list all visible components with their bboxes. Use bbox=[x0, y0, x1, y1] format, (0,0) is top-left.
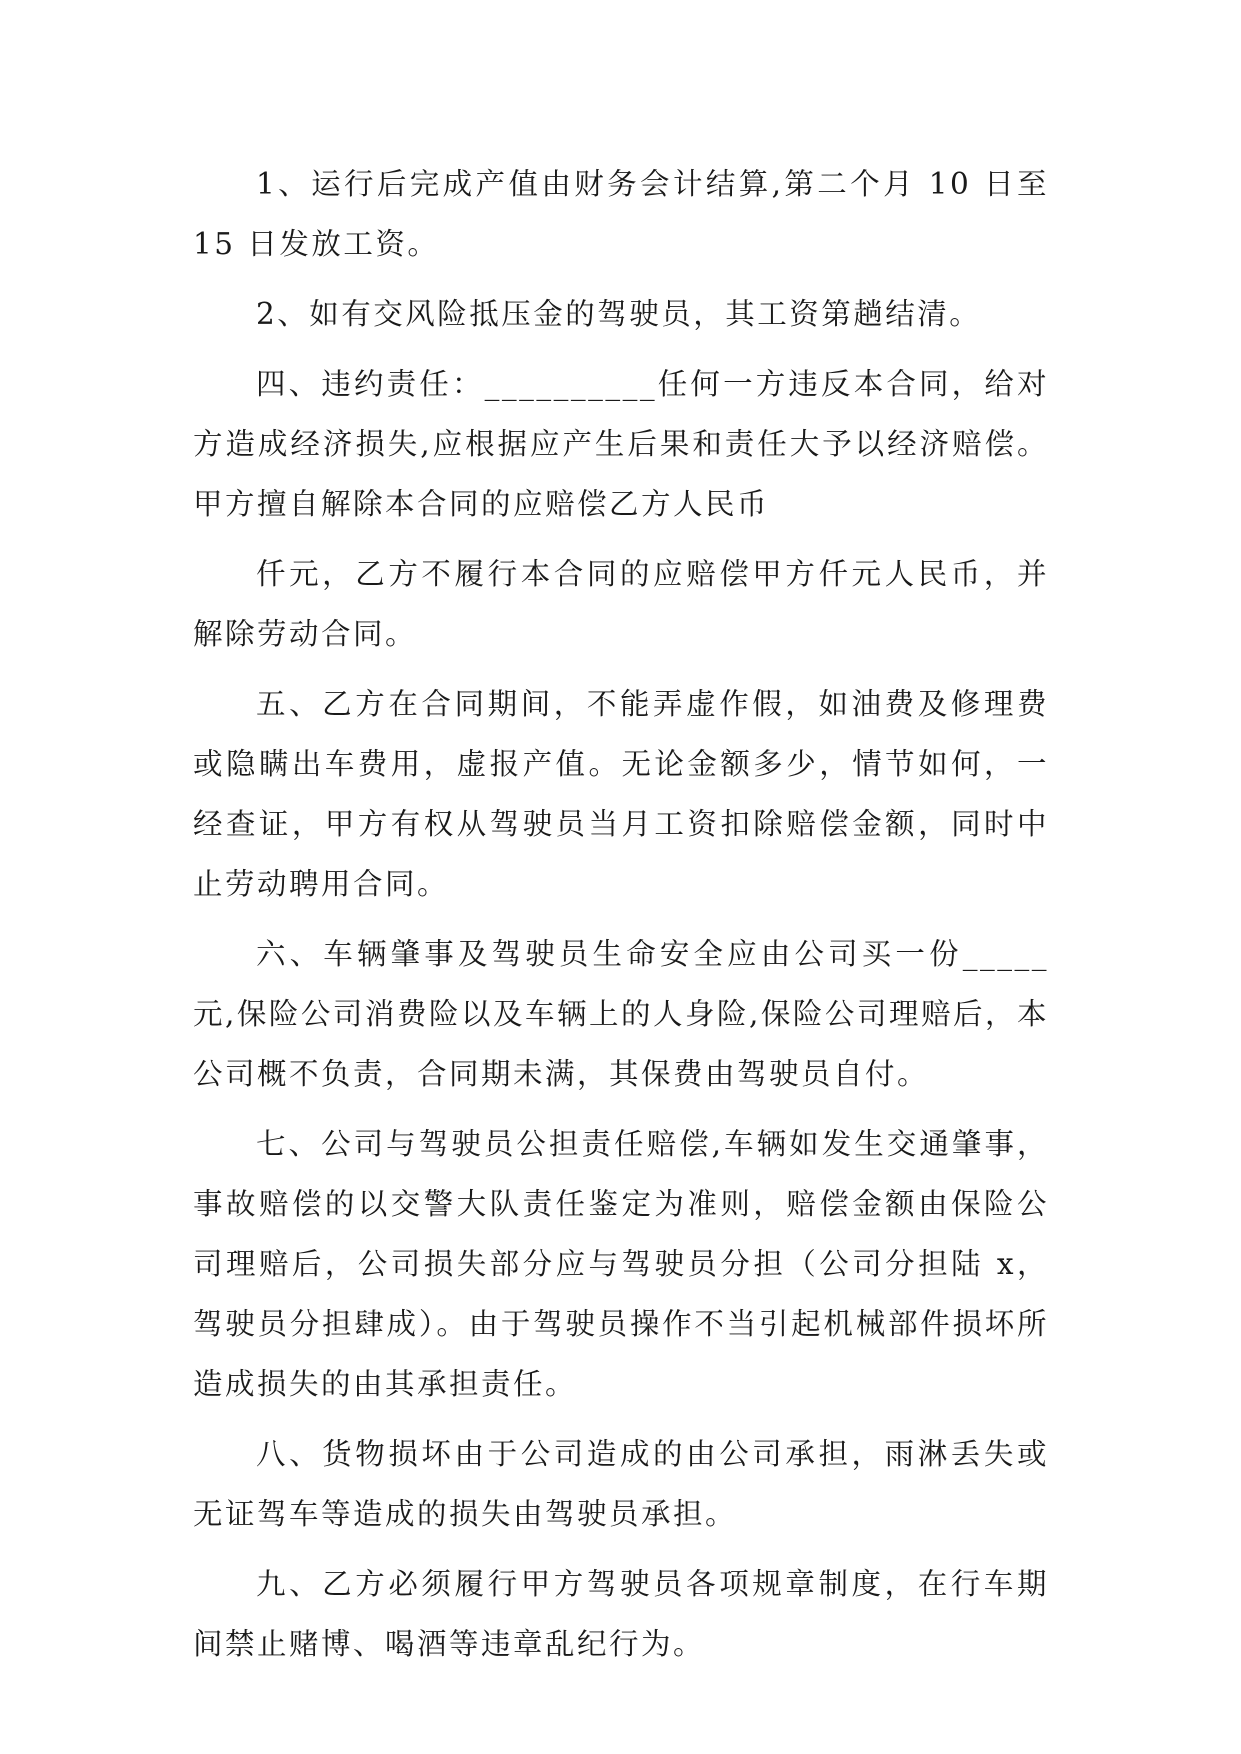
clause-cargo-damage: 八、货物损坏由于公司造成的由公司承担，雨淋丢失或无证驾车等造成的损失由驾驶员承担。 bbox=[193, 1437, 1049, 1531]
clause-no-fraud: 五、乙方在合同期间，不能弄虚作假，如油费及修理费或隐瞒出车费用，虚报产值。无论金额多少，情节如何，一经查证，甲方有权从驾驶员当月工资扣除赔偿金额，同时中止劳动聘用合同。 bbox=[193, 687, 1049, 901]
clause-payment-settlement: 1、运行后完成产值由财务会计结算,第二个月 10 日至 15 日发放工资。 bbox=[193, 167, 1061, 261]
clause-risk-deposit: 2、如有交风险抵压金的驾驶员，其工资第趟结清。 bbox=[256, 297, 982, 331]
clause-accident-liability: 七、公司与驾驶员公担责任赔偿,车辆如发生交通肇事，事故赔偿的以交警大队责任鉴定为准则，赔偿金额由保险公司理赔后，公司损失部分应与驾驶员分担（公司分担陆 x，驾驶员分担肆成）。由于驾驶员操作不当引起机械部件损坏所造成损失的由其承担责任。 bbox=[193, 1127, 1049, 1401]
document-body bbox=[193, 154, 1061, 1684]
clause-rules-compliance: 九、乙方必须履行甲方驾驶员各项规章制度，在行车期间禁止赌博、喝酒等违章乱纪行为。 bbox=[193, 1567, 1049, 1661]
clause-breach-compensation: 仟元，乙方不履行本合同的应赔偿甲方仟元人民币，并解除劳动合同。 bbox=[193, 557, 1049, 651]
clause-breach-liability: 四、违约责任：__________任何一方违反本合同，给对方造成经济损失,应根据应产生后果和责任大予以经济赔偿。甲方擅自解除本合同的应赔偿乙方人民币 bbox=[193, 367, 1049, 521]
clause-insurance: 六、车辆肇事及驾驶员生命安全应由公司买一份_____元,保险公司消费险以及车辆上的人身险,保险公司理赔后，本公司概不负责，合同期未满，其保费由驾驶员自付。 bbox=[193, 937, 1049, 1091]
